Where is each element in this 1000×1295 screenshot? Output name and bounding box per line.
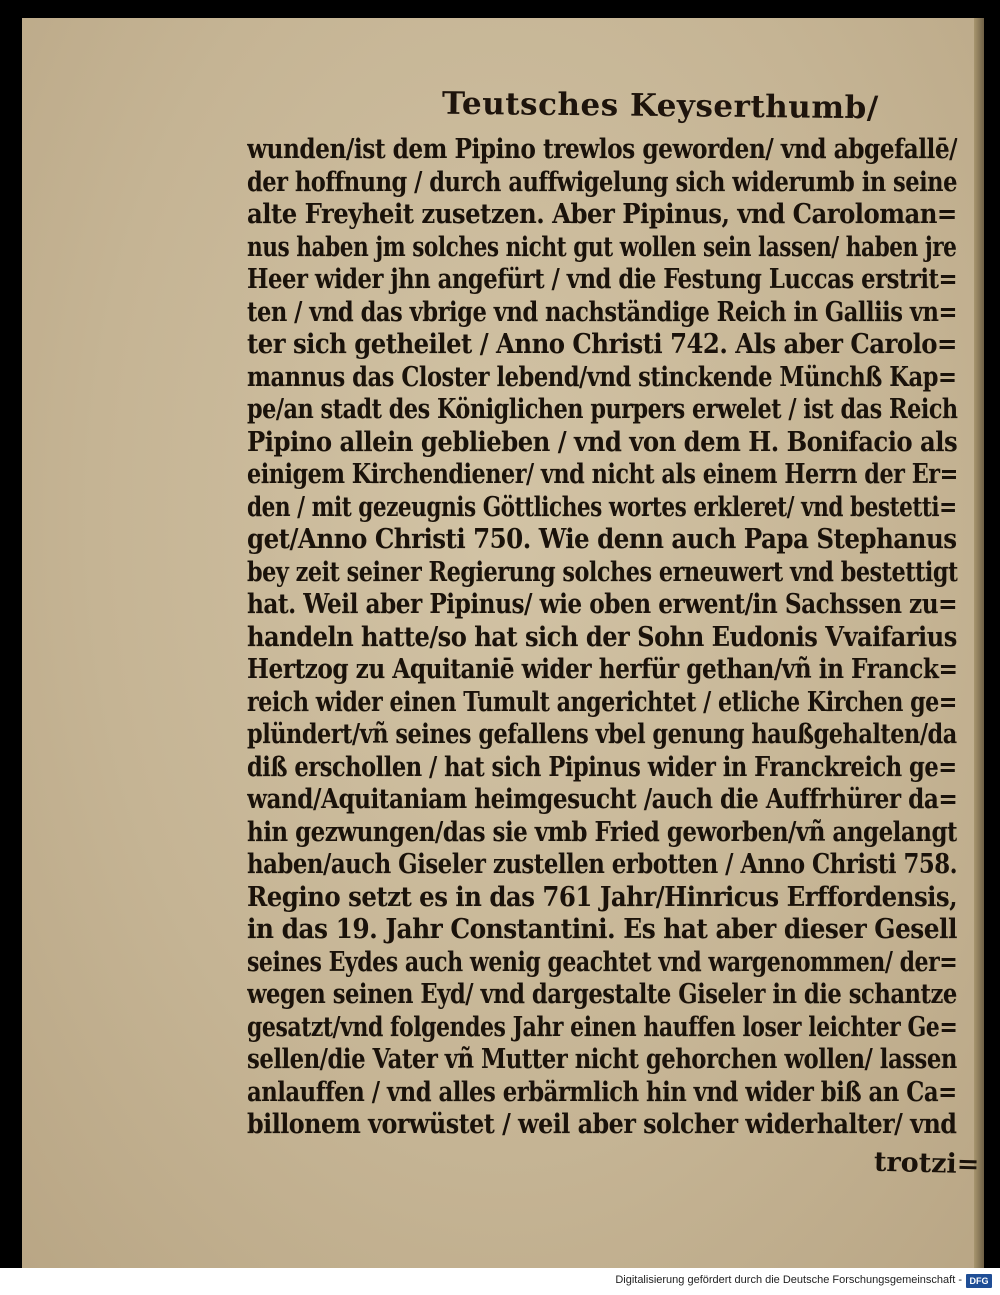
text-line: Regino setzt es in das 761 Jahr/Hinricus Erffordensis, <box>247 881 958 913</box>
funding-notice: Digitalisierung gefördert durch die Deutsche Forschungsgemeinschaft - <box>615 1274 962 1286</box>
footer-bar <box>0 1268 1000 1295</box>
text-line: Heer wider jhn angefürt / vnd die Festung Luccas erstrit= <box>247 264 957 295</box>
text-line: wunden/ist dem Pipino trewlos geworden/ vnd abgefallē/ <box>247 134 958 165</box>
text-line: Hertzog zu Aquitaniē wider herfür gethan/vñ in Franck= <box>247 654 958 685</box>
text-line: alte Freyheit zusetzen. Aber Pipinus, vnd Caroloman= <box>247 199 957 230</box>
text-line: anlauffen / vnd alles erbärmlich hin vnd wider biß an Ca= <box>247 1076 957 1108</box>
text-line: mannus das Closter lebend/vnd stinckende Münchß Kap= <box>247 361 957 393</box>
text-line: in das 19. Jahr Constantini. Es hat aber dieser Gesell <box>247 914 957 945</box>
page-edge-shadow <box>974 18 984 1268</box>
text-line: ter sich getheilet / Anno Christi 742. Als aber Carolo= <box>247 329 957 360</box>
text-line: wand/Aquitaniam heimgesucht /auch die Auffrhürer da= <box>247 784 958 815</box>
text-line: haben/auch Giseler zustellen erbotten / Anno Christi 758. <box>247 849 957 880</box>
text-line: wegen seinen Eyd/ vnd dargestalte Giseler in die schantze <box>247 979 957 1010</box>
dfg-logo: DFG <box>966 1274 992 1288</box>
text-line: reich wider einen Tumult angerichtet / etliche Kirchen ge= <box>247 686 957 718</box>
text-line: diß erschollen / hat sich Pipinus wider in Franckreich ge= <box>247 751 957 783</box>
text-line: hin gezwungen/das sie vmb Fried geworben/vñ angelangt <box>247 816 957 848</box>
catchword: trotzi= <box>873 1146 980 1181</box>
running-head: Teutsches Keyserthumb/ <box>441 85 879 127</box>
text-line: hat. Weil aber Pipinus/ wie oben erwent/in Sachssen zu= <box>247 589 958 620</box>
text-line: ten / vnd das vbrige vnd nachständige Reich in Galliis vn= <box>247 296 957 328</box>
text-line: den / mit gezeugnis Göttliches wortes erkleret/ vnd bestetti= <box>247 491 957 523</box>
text-line: pe/an stadt des Königlichen purpers erwelet / ist das Reich <box>247 394 958 425</box>
book-page <box>22 18 984 1268</box>
text-line: Pipino allein geblieben / vnd von dem H. Bonifacio als <box>247 426 957 458</box>
text-line: get/Anno Christi 750. Wie denn auch Papa Stephanus <box>247 524 957 555</box>
text-line: bey zeit seiner Regierung solches erneuwert vnd bestettigt <box>247 556 958 588</box>
text-line: gesatzt/vnd folgendes Jahr einen hauffen loser leichter Ge= <box>247 1011 957 1043</box>
text-line: der hoffnung / durch auffwigelung sich widerumb in seine <box>247 166 957 198</box>
text-line: sellen/die Vater vñ Mutter nicht gehorchen wollen/ lassen <box>247 1044 957 1075</box>
text-line: plündert/vñ seines gefallens vbel genung haußgehalten/da <box>247 719 957 750</box>
text-line: handeln hatte/so hat sich der Sohn Eudonis Vvaifarius <box>247 621 957 653</box>
body-text <box>247 134 957 1142</box>
text-line: seines Eydes auch wenig geachtet vnd wargenommen/ der= <box>247 946 957 978</box>
text-line: einigem Kirchendiener/ vnd nicht als einem Herrn der Er= <box>247 459 958 490</box>
text-line: billonem vorwüstet / weil aber solcher widerhalter/ vnd <box>247 1109 957 1140</box>
text-line: nus haben jm solches nicht gut wollen sein lassen/ haben jre <box>247 231 957 263</box>
